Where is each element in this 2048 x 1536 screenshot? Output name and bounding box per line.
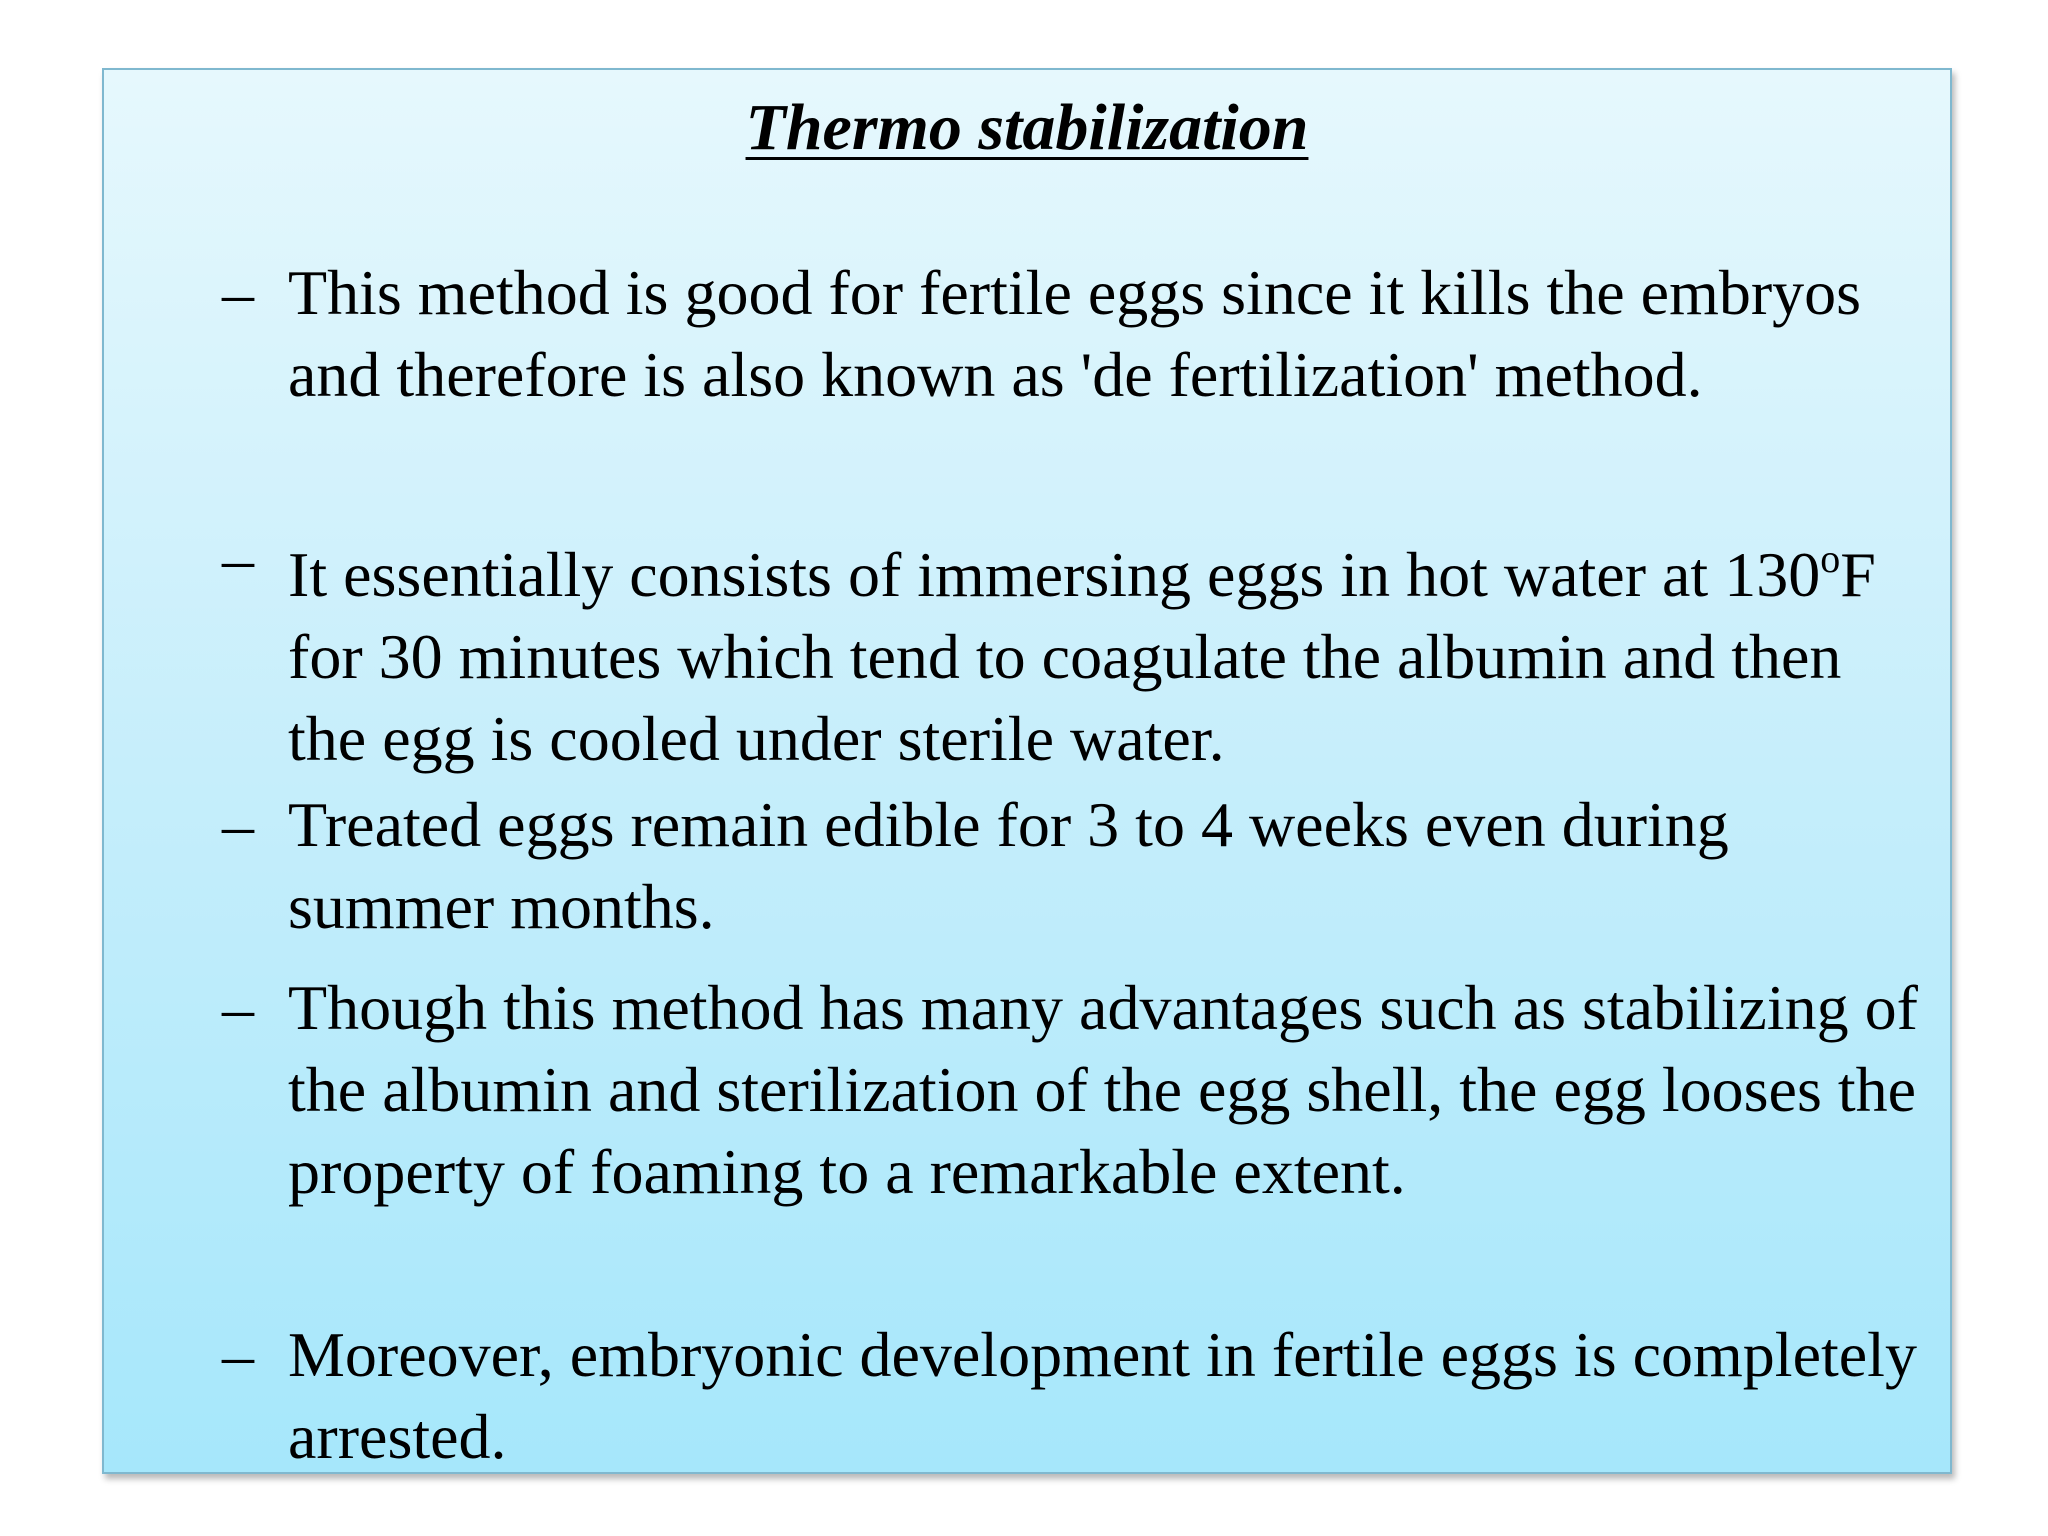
bullet-list — [104, 70, 1950, 1472]
content-panel — [102, 68, 1952, 1474]
bullet-dash: – — [222, 257, 254, 328]
bullet-dash: – — [222, 789, 254, 860]
bullet-dash: – — [222, 972, 254, 1043]
bullet-dash: – — [222, 1319, 254, 1390]
bullet-text: Treated eggs remain edible for 3 to 4 weeks even during summer months. — [288, 789, 1729, 942]
bullet-text: Though this method has many advantages such as stabilizing of the albumin and sterilization of the egg shell, the egg looses the property of foaming to a remarkable extent. — [288, 972, 1918, 1207]
degree-superscript: o — [1820, 536, 1841, 581]
bullet-text-part: F for 30 minutes which tend to coagulate the albumin and then the egg is cooled under sterile water. — [288, 539, 1876, 774]
bullet-text-part: It essentially consists of immersing eggs in hot water at 130 — [288, 539, 1821, 610]
bullet-dash: – — [222, 523, 254, 594]
slide-title: Thermo stabilization — [745, 91, 1309, 164]
bullet-text: This method is good for fertile eggs since it kills the embryos and therefore is also known as 'de fertilization' method. — [288, 257, 1862, 410]
bullet-text: Moreover, embryonic development in fertile eggs is completely arrested. — [288, 1319, 1917, 1472]
bullet-text — [288, 518, 1928, 780]
